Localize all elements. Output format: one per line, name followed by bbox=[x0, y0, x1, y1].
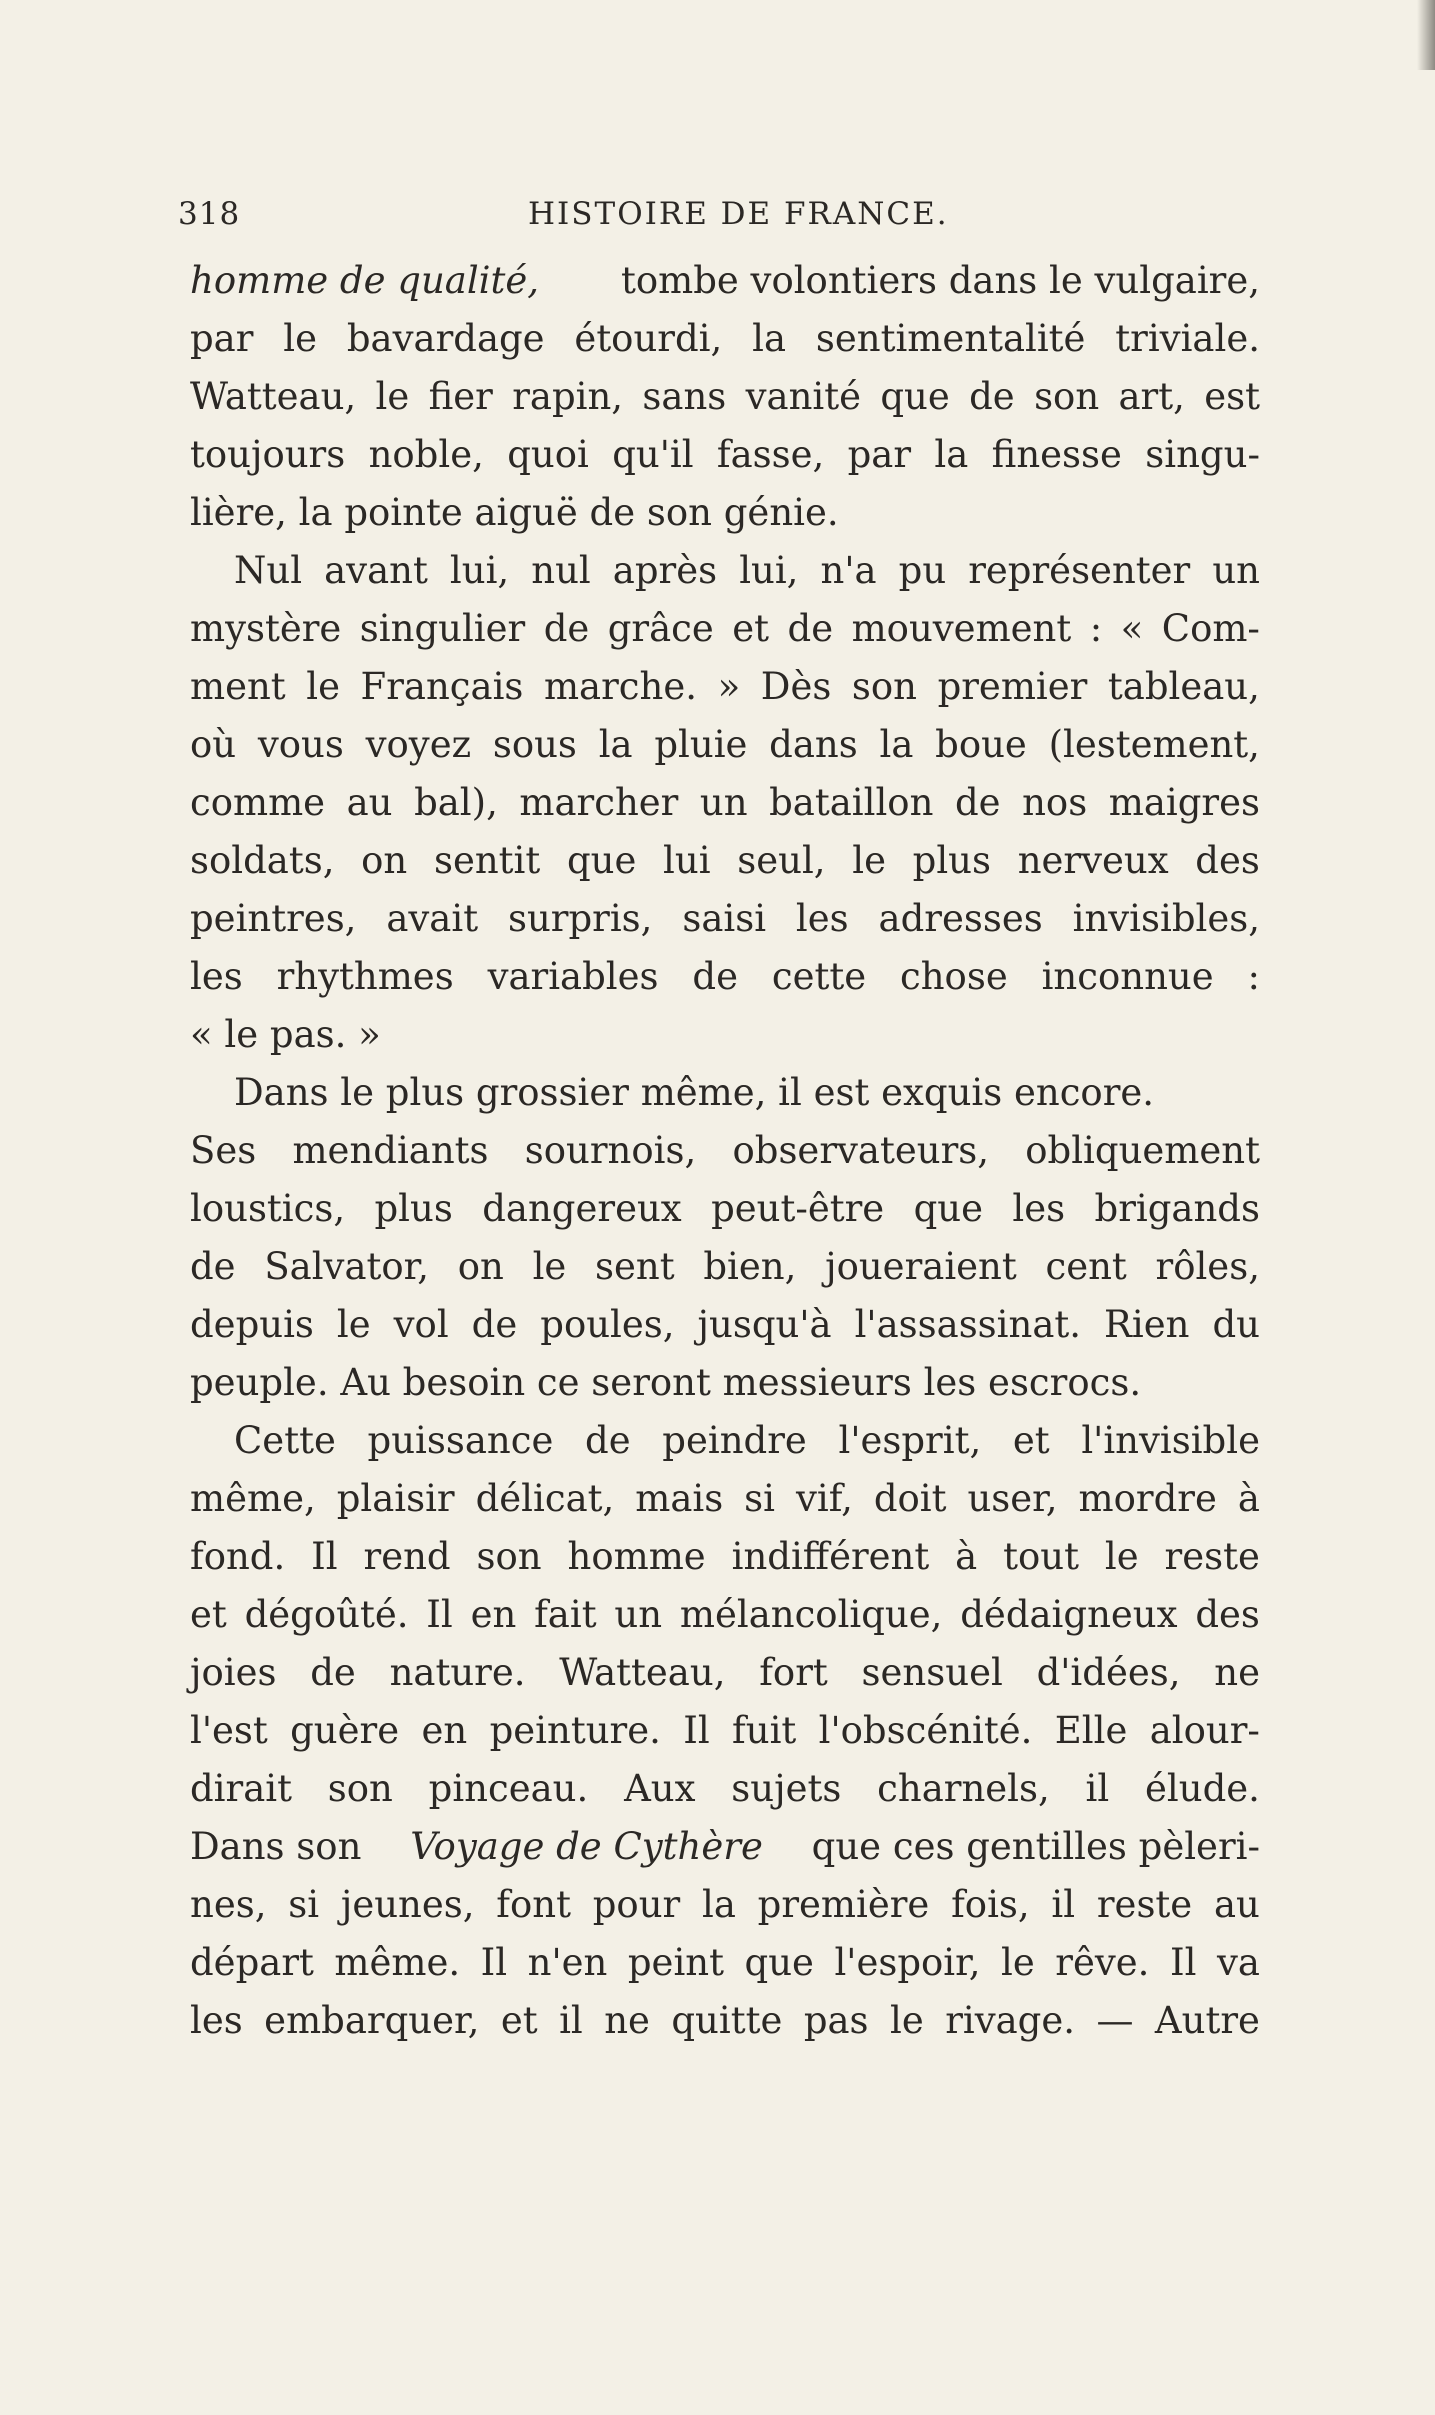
text-line bbox=[190, 1876, 1260, 1934]
text-line bbox=[190, 1296, 1260, 1354]
line-text: toujours noble, quoi qu'il fasse, par la finesse singu- bbox=[190, 433, 1260, 476]
line-text: Watteau, le fier rapin, sans vanité que de son art, est bbox=[190, 375, 1260, 418]
text-line bbox=[190, 832, 1260, 890]
body-text bbox=[190, 252, 1260, 2050]
text-line bbox=[190, 1180, 1260, 1238]
text-line bbox=[190, 716, 1260, 774]
line-text: et dégoûté. Il en fait un mélancolique, dédaigneux des bbox=[190, 1593, 1260, 1636]
text-line bbox=[190, 1006, 1260, 1064]
line-text: depuis le vol de poules, jusqu'à l'assassinat. Rien du bbox=[190, 1303, 1260, 1346]
text-line bbox=[190, 368, 1260, 426]
text-line bbox=[190, 600, 1260, 658]
line-text: joies de nature. Watteau, fort sensuel d'idées, ne bbox=[190, 1651, 1260, 1694]
line-text: « le pas. » bbox=[190, 1013, 381, 1056]
text-line bbox=[190, 890, 1260, 948]
line-text: Ses mendiants sournois, observateurs, obliquement bbox=[190, 1129, 1260, 1172]
line-text: de Salvator, on le sent bien, joueraient cent rôles, bbox=[190, 1245, 1260, 1288]
running-title: HISTOIRE DE FRANCE. bbox=[528, 196, 949, 232]
text-line bbox=[190, 252, 1260, 310]
line-text: par le bavardage étourdi, la sentimentalité triviale. bbox=[190, 317, 1260, 360]
text-line bbox=[190, 1122, 1260, 1180]
running-head bbox=[178, 190, 1258, 238]
line-text: départ même. Il n'en peint que l'espoir, le rêve. Il va bbox=[190, 1941, 1260, 1984]
page-number: 318 bbox=[178, 196, 241, 232]
line-text: fond. Il rend son homme indifférent à tout le reste bbox=[190, 1535, 1260, 1578]
text-line bbox=[190, 1934, 1260, 1992]
text-line bbox=[190, 1354, 1260, 1412]
page-edge-shadow bbox=[1417, 0, 1435, 70]
text-line bbox=[190, 1644, 1260, 1702]
line-text: l'est guère en peinture. Il fuit l'obscénité. Elle alour- bbox=[190, 1709, 1260, 1752]
paragraph-start bbox=[190, 542, 1260, 600]
line-text: mystère singulier de grâce et de mouvement : « Com- bbox=[190, 607, 1260, 650]
line-text: loustics, plus dangereux peut-être que les brigands bbox=[190, 1187, 1260, 1230]
text-line bbox=[190, 1586, 1260, 1644]
line-text: que ces gentilles pèleri- bbox=[811, 1825, 1260, 1868]
italic-phrase: homme de qualité, bbox=[190, 259, 540, 302]
paragraph-start bbox=[190, 1412, 1260, 1470]
text-line bbox=[190, 1818, 1260, 1876]
text-line bbox=[190, 948, 1260, 1006]
text-line bbox=[190, 1760, 1260, 1818]
line-text: où vous voyez sous la pluie dans la boue (lestement, bbox=[190, 723, 1260, 766]
text-line bbox=[190, 310, 1260, 368]
line-text: Dans le plus grossier même, il est exquis encore. bbox=[234, 1071, 1155, 1114]
text-line bbox=[190, 1238, 1260, 1296]
line-text: tombe volontiers dans le vulgaire, bbox=[620, 259, 1260, 302]
line-text: même, plaisir délicat, mais si vif, doit user, mordre à bbox=[190, 1477, 1260, 1520]
text-line bbox=[190, 658, 1260, 716]
line-text: les rhythmes variables de cette chose inconnue : bbox=[190, 955, 1260, 998]
line-text: les embarquer, et il ne quitte pas le rivage. — Autre bbox=[190, 1999, 1260, 2042]
text-line bbox=[190, 426, 1260, 484]
text-line bbox=[190, 484, 1260, 542]
line-text: peintres, avait surpris, saisi les adresses invisibles, bbox=[190, 897, 1260, 940]
text-line bbox=[190, 1992, 1260, 2050]
text-line bbox=[190, 1470, 1260, 1528]
line-text: soldats, on sentit que lui seul, le plus nerveux des bbox=[190, 839, 1260, 882]
line-text: ment le Français marche. » Dès son premier tableau, bbox=[190, 665, 1260, 708]
line-text: Cette puissance de peindre l'esprit, et l'invisible bbox=[234, 1419, 1260, 1462]
text-line bbox=[190, 1702, 1260, 1760]
line-text: lière, la pointe aiguë de son génie. bbox=[190, 491, 839, 534]
line-text: Nul avant lui, nul après lui, n'a pu représenter un bbox=[234, 549, 1260, 592]
italic-title: Voyage de Cythère bbox=[410, 1825, 763, 1868]
text-line bbox=[190, 774, 1260, 832]
line-text: dirait son pinceau. Aux sujets charnels, il élude. bbox=[190, 1767, 1260, 1810]
text-line bbox=[190, 1528, 1260, 1586]
line-text: comme au bal), marcher un bataillon de nos maigres bbox=[190, 781, 1260, 824]
paragraph-start bbox=[190, 1064, 1260, 1122]
line-text: nes, si jeunes, font pour la première fois, il reste au bbox=[190, 1883, 1260, 1926]
line-text: peuple. Au besoin ce seront messieurs les escrocs. bbox=[190, 1361, 1142, 1404]
line-text: Dans son bbox=[190, 1825, 362, 1868]
